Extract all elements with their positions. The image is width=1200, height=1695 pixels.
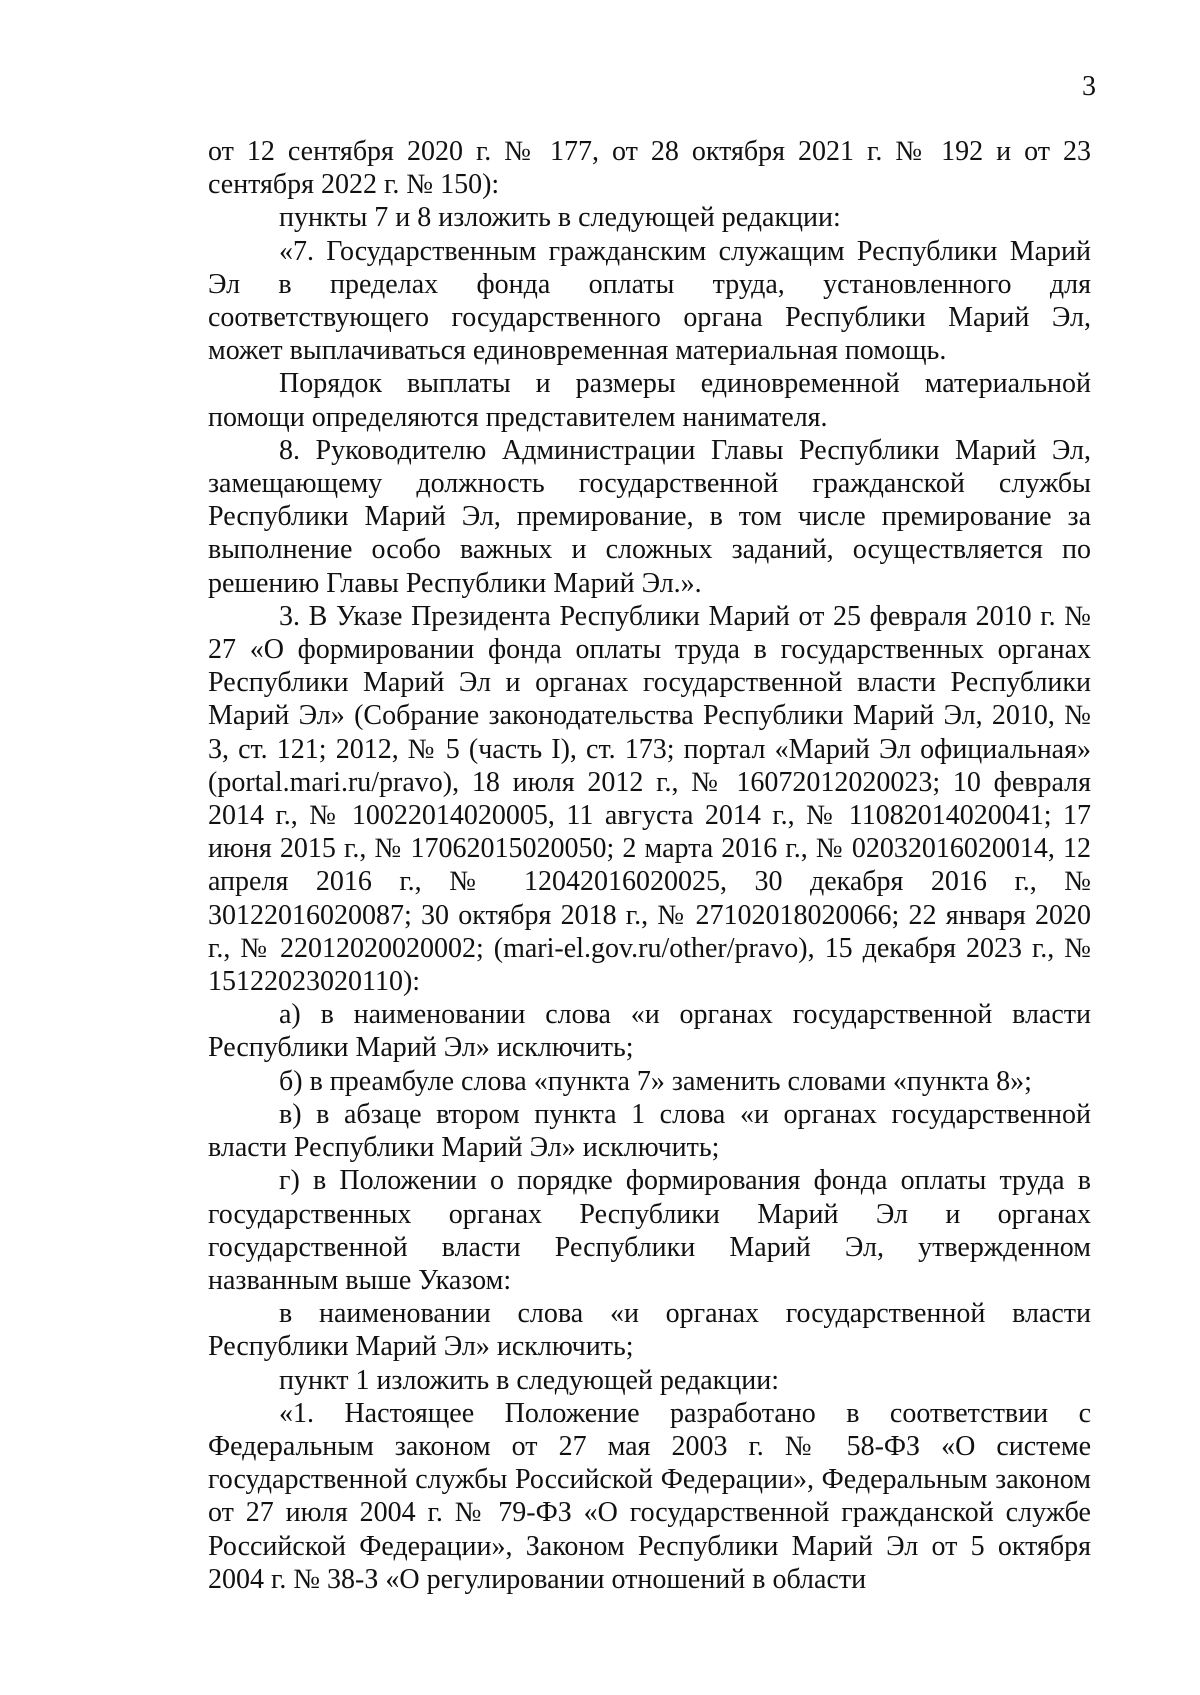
document-body <box>208 135 1091 1596</box>
paragraph-title-exclusion: в наименовании слова «и органах государственной власти Республики Марий Эл» исключить; <box>208 1298 1091 1363</box>
paragraph-point-1-intro: пункт 1 изложить в следующей редакции: <box>279 1364 779 1396</box>
paragraph-point-7: «7. Государственным гражданским служащим Республики Марий Эл в пределах фонда оплаты труда, установленного для соответствующего государственного органа Республики Марий Эл, может выплачиваться единовременная материальная помощь. <box>208 235 1091 367</box>
paragraph-point-8: 8. Руководителю Администрации Главы Республики Марий Эл, замещающему должность государственной гражданской службы Республики Марий Эл, премирование, в том числе премирование за выполнение особо важных и сложных заданий, осуществляется по решению Главы Республики Марий Эл.». <box>208 434 1091 599</box>
paragraph-item-3-decree: 3. В Указе Президента Республики Марий от 25 февраля 2010 г. № 27 «О формировании фонда оплаты труда в государственных органах Республики Марий Эл и органах государственной власти Республики Марий Эл» (Собрание законодательства Республики Марий Эл, 2010, № 3, ст. 121; 2012, № 5 (часть I), ст. 173; портал «Марий Эл официальная» (portal.mari.ru/pravo), 18 июля 2012 г., № 16072012020023; 10 февраля 2014 г., № 10022014020005, 11 августа 2014 г., № 11082014020041; 17 июня 2015 г., № 17062015020050; 2 марта 2016 г., № 02032016020014, 12 апреля 2016 г., № 12042016020025, 30 декабря 2016 г., № 30122016020087; 30 октября 2018 г., № 27102018020066; 22 января 2020 г., № 22012020020002; (mari-el.gov.ru/other/pravo), 15 декабря 2023 г., № 15122023020110): <box>208 600 1091 998</box>
page-number: 3 <box>1082 71 1096 102</box>
paragraph-continuation-dates: от 12 сентября 2020 г. № 177, от 28 октября 2021 г. № 192 и от 23 сентября 2022 г. № 150): <box>208 136 1091 201</box>
paragraph-payment-order: Порядок выплаты и размеры единовременной материальной помощи определяются представителем нанимателя. <box>208 368 1091 433</box>
paragraph-subitem-v: в) в абзаце втором пункта 1 слова «и органах государственной власти Республики Марий Эл» исключить; <box>208 1098 1091 1164</box>
paragraph-subitem-a: а) в наименовании слова «и органах государственной власти Республики Марий Эл» исключить; <box>208 999 1091 1064</box>
paragraph-subitem-b: б) в преамбуле слова «пункта 7» заменить словами «пункта 8»; <box>279 1065 1032 1097</box>
paragraph-point-1-text: «1. Настоящее Положение разработано в соответствии с Федеральным законом от 27 мая 2003 г. № 58-ФЗ «О системе государственной службы Российской Федерации», Федеральным законом от 27 июля 2004 г. № 79-ФЗ «О государственной гражданской службе Российской Федерации», Законом Республики Марий Эл от 5 октября 2004 г. № 38-З «О регулировании отношений в области <box>208 1397 1091 1595</box>
paragraph-points-7-8-intro: пункты 7 и 8 изложить в следующей редакции: <box>279 202 841 234</box>
paragraph-subitem-g: г) в Положении о порядке формирования фонда оплаты труда в государственных органах Республики Марий Эл и органах государственной власти Республики Марий Эл, утвержденном названным выше Указом: <box>208 1165 1091 1296</box>
